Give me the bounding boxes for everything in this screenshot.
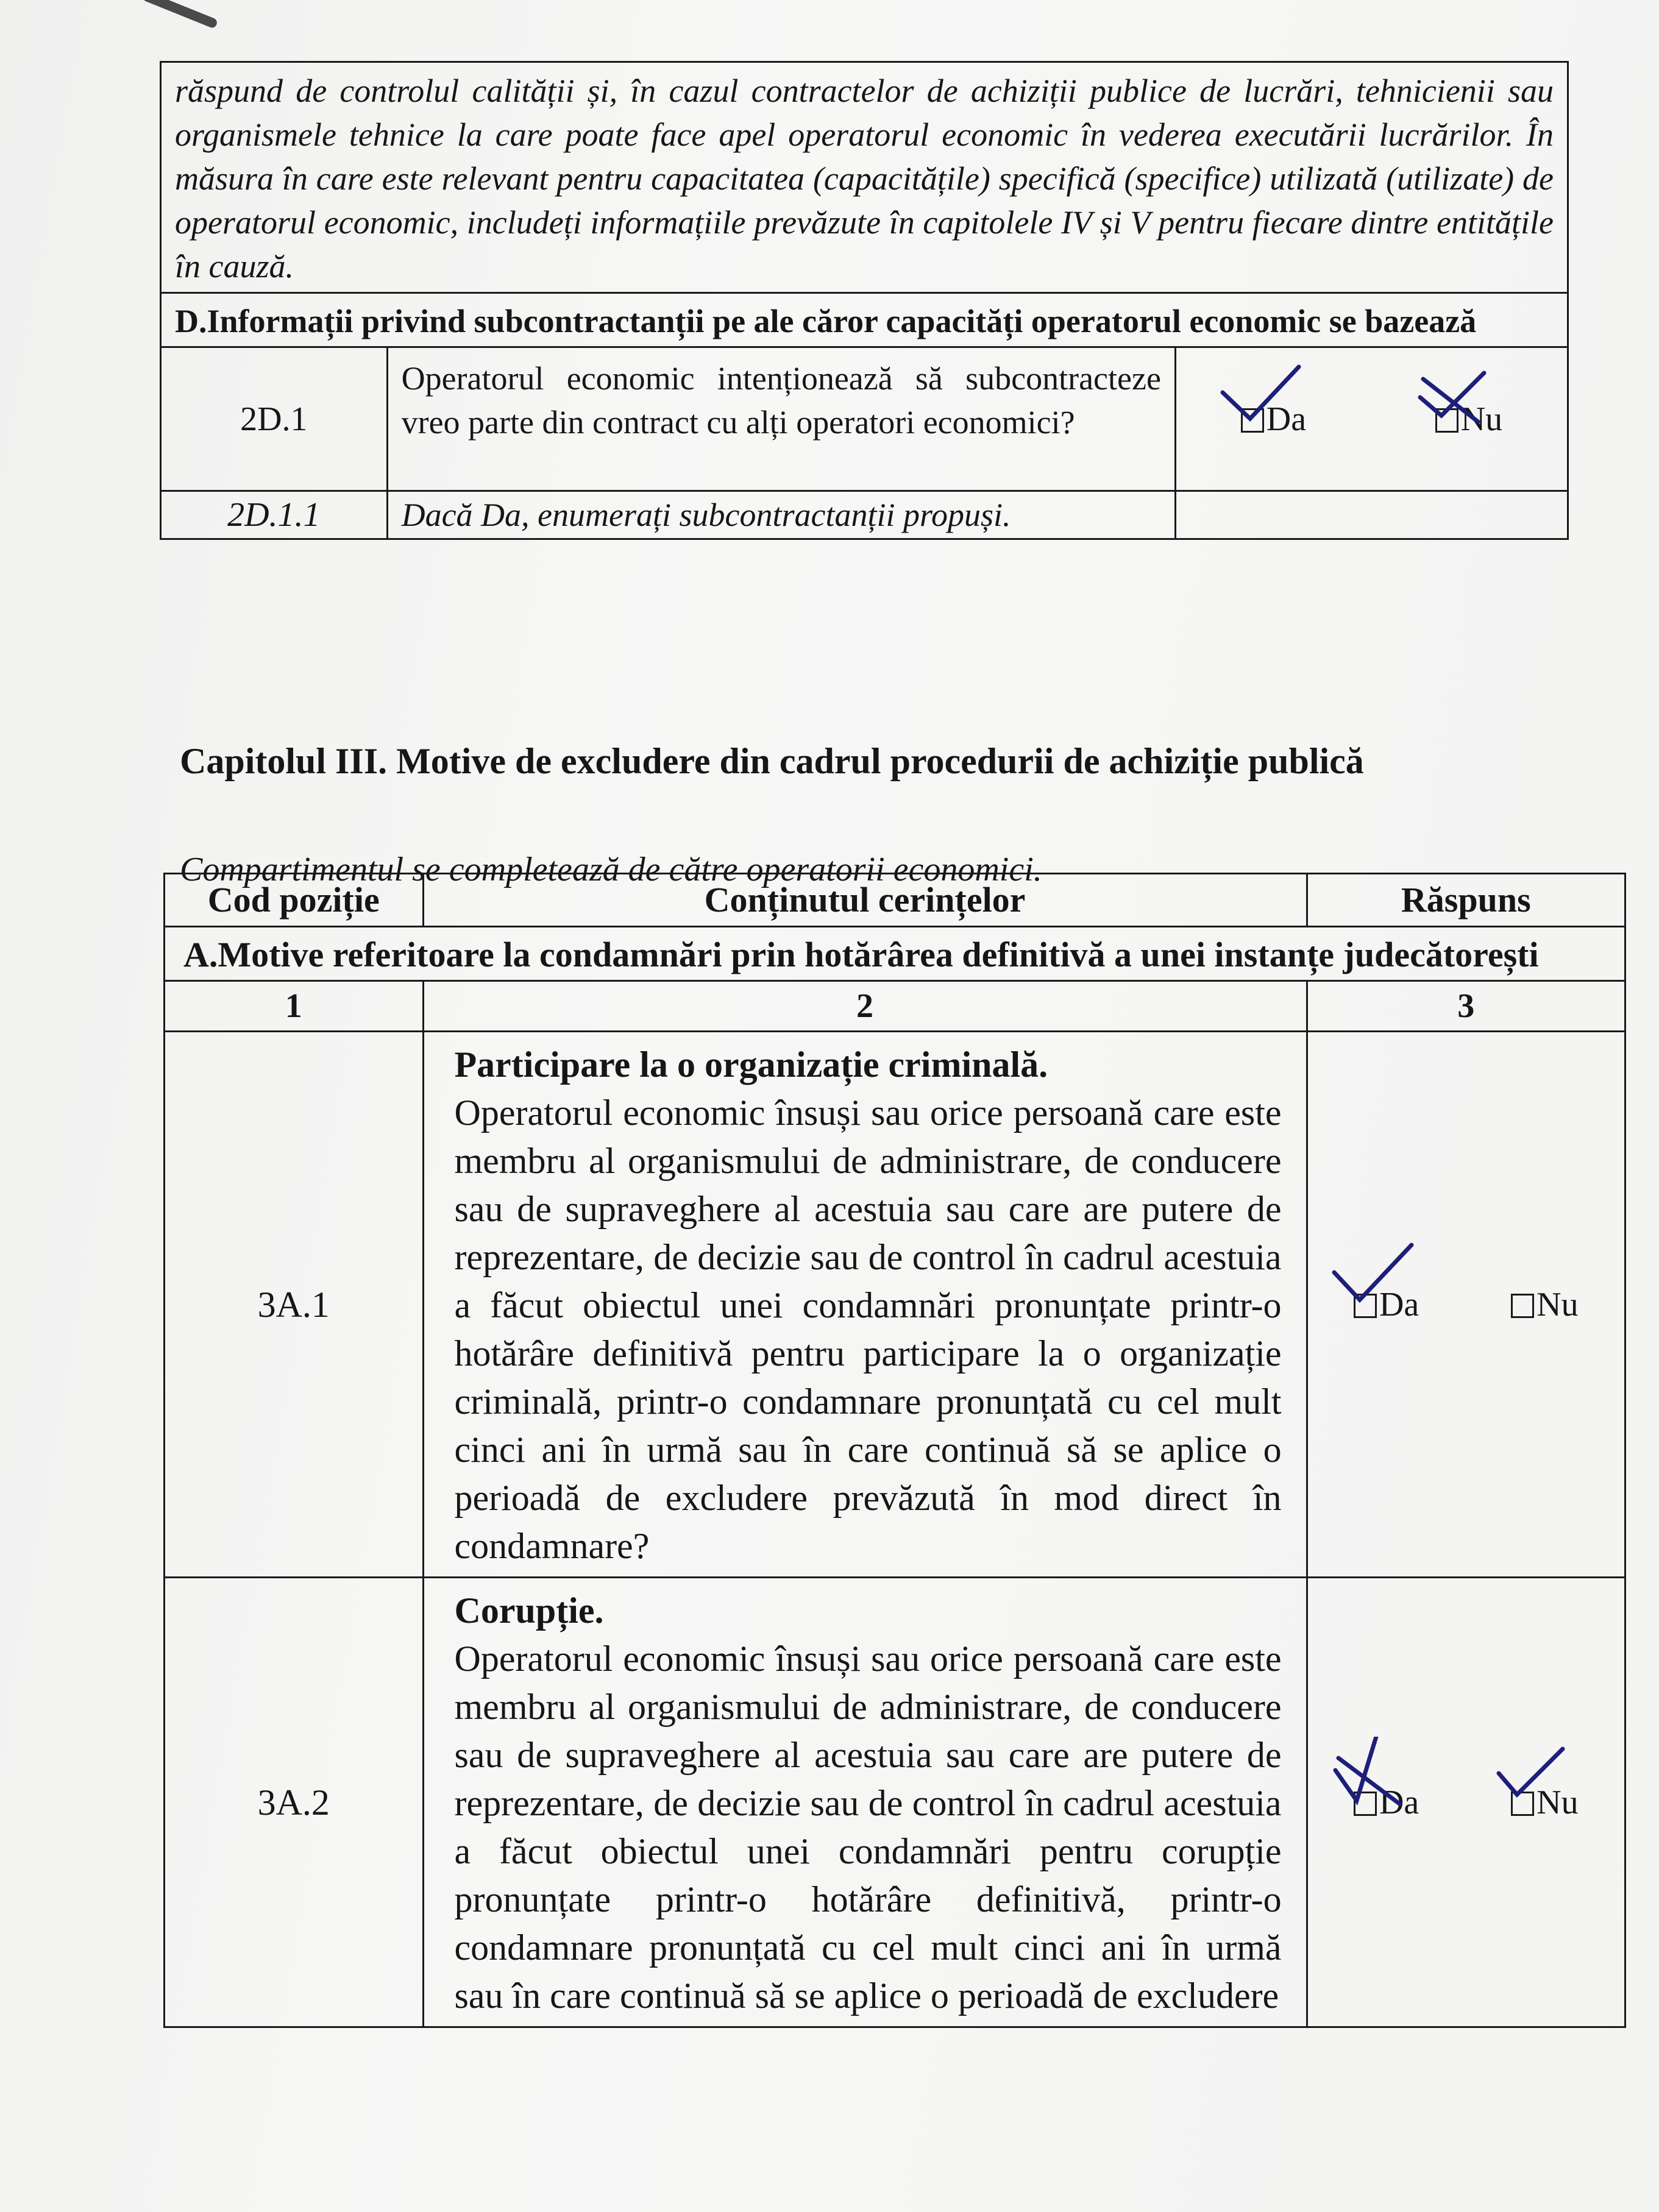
option-yes-2d1[interactable] — [1241, 397, 1306, 441]
col-number-1: 1 — [165, 981, 424, 1032]
chapter-title: Capitolul III. Motive de excludere din cadrul procedurii de achiziție publică — [180, 741, 1364, 781]
option-no-3a2[interactable] — [1511, 1779, 1578, 1826]
header-content: Conținutul cerințelor — [423, 874, 1307, 927]
row-code-2d1: 2D.1 — [161, 347, 388, 491]
pen-shadow — [141, 0, 219, 29]
checkbox-icon[interactable] — [1435, 408, 1458, 433]
row-content-3a1 — [423, 1032, 1307, 1578]
answer-cell-3a1 — [1307, 1032, 1625, 1578]
option-label: Da — [1266, 400, 1307, 438]
row-text: Operatorul economic însuși sau orice persoană care este membru al organismului de administrare, de conducere sau de supraveghere al acestuia sau care are putere de reprezentare, de decizie sau de control în cadrul acestuia a făcut obiectul unei condamnări pentru corupție pronunțate printr-o hotărâre definitivă, printr-o condamnare pronunțată cu cel mult cinci ani în urmă sau în care continuă să se aplice o perioadă de excludere — [454, 1639, 1282, 2016]
checkbox-icon[interactable] — [1354, 1792, 1377, 1816]
col-number-2: 2 — [423, 981, 1307, 1032]
option-label: Da — [1379, 1783, 1419, 1821]
option-label: Nu — [1460, 400, 1503, 438]
section-d-heading: D.Informații privind subcontractanții pe ale căror capacități operatorul economic se bazează — [161, 293, 1568, 347]
answer-cell-3a2 — [1307, 1578, 1625, 2027]
row-code-2d11: 2D.1.1 — [161, 491, 388, 539]
checkbox-icon[interactable] — [1354, 1294, 1377, 1318]
checkbox-icon[interactable] — [1511, 1792, 1534, 1816]
row-code-3a1: 3A.1 — [165, 1032, 424, 1578]
answer-cell-2d1 — [1175, 347, 1568, 491]
col-number-3: 3 — [1307, 981, 1625, 1032]
exclusion-table — [163, 873, 1626, 2028]
checkbox-icon[interactable] — [1241, 408, 1264, 433]
row-question-2d11: Dacă Da, enumerați subcontractanții propuși. — [387, 491, 1175, 539]
option-yes-3a1[interactable] — [1354, 1281, 1419, 1328]
option-yes-3a2[interactable] — [1354, 1779, 1419, 1826]
section-d-intro: răspund de controlul calității și, în cazul contractelor de achiziții publice de lucrări, tehnicienii sau organismele tehnice la care poate face apel operatorul economic în vederea executării lucrărilor. În măsura în care este relevant pentru capacitatea (capacitățile) specifică (specifice) utilizată (utilizate) de operatorul economic, includeți informațiile prevăzute în capitolele IV și V pentru fiecare dintre entitățile în cauză. — [161, 62, 1568, 293]
option-no-3a1[interactable] — [1511, 1281, 1578, 1328]
section-a-heading: A.Motive referitoare la condamnări prin hotărârea definitivă a unei instanțe judecătorești — [165, 927, 1625, 981]
row-title: Participare la o organizație criminală. — [454, 1044, 1048, 1085]
row-code-3a2: 3A.2 — [165, 1578, 424, 2027]
row-text: Operatorul economic însuși sau orice persoană care este membru al organismului de administrare, de conducere sau de supraveghere al acestuia sau care are putere de reprezentare, de decizie sau de control în cadrul acestuia a făcut obiectul unei condamnări pronunțate printr-o hotărâre definitivă pentru participare la o organizație criminală, printr-o condamnare pronunțată cu cel mult cinci ani în urmă sau în care continuă să se aplice o perioadă de excludere prevăzută în mod direct în condamnare? — [454, 1093, 1282, 1566]
row-question-2d1: Operatorul economic intenționează să subcontracteze vreo parte din contract cu alți operatori economici? — [387, 347, 1175, 491]
answer-cell-2d11[interactable] — [1175, 491, 1568, 539]
option-label: Da — [1379, 1285, 1419, 1324]
row-content-3a2 — [423, 1578, 1307, 2027]
option-no-2d1[interactable] — [1435, 397, 1502, 441]
header-code: Cod poziție — [165, 874, 424, 927]
subcontractors-table — [160, 61, 1569, 540]
option-label: Nu — [1536, 1285, 1579, 1324]
checkbox-icon[interactable] — [1511, 1294, 1534, 1318]
row-title: Corupție. — [454, 1590, 604, 1631]
header-answer: Răspuns — [1307, 874, 1625, 927]
chapter-note: Compartimentul se completează de către operatorii economici. — [180, 851, 1042, 888]
option-label: Nu — [1536, 1783, 1579, 1821]
